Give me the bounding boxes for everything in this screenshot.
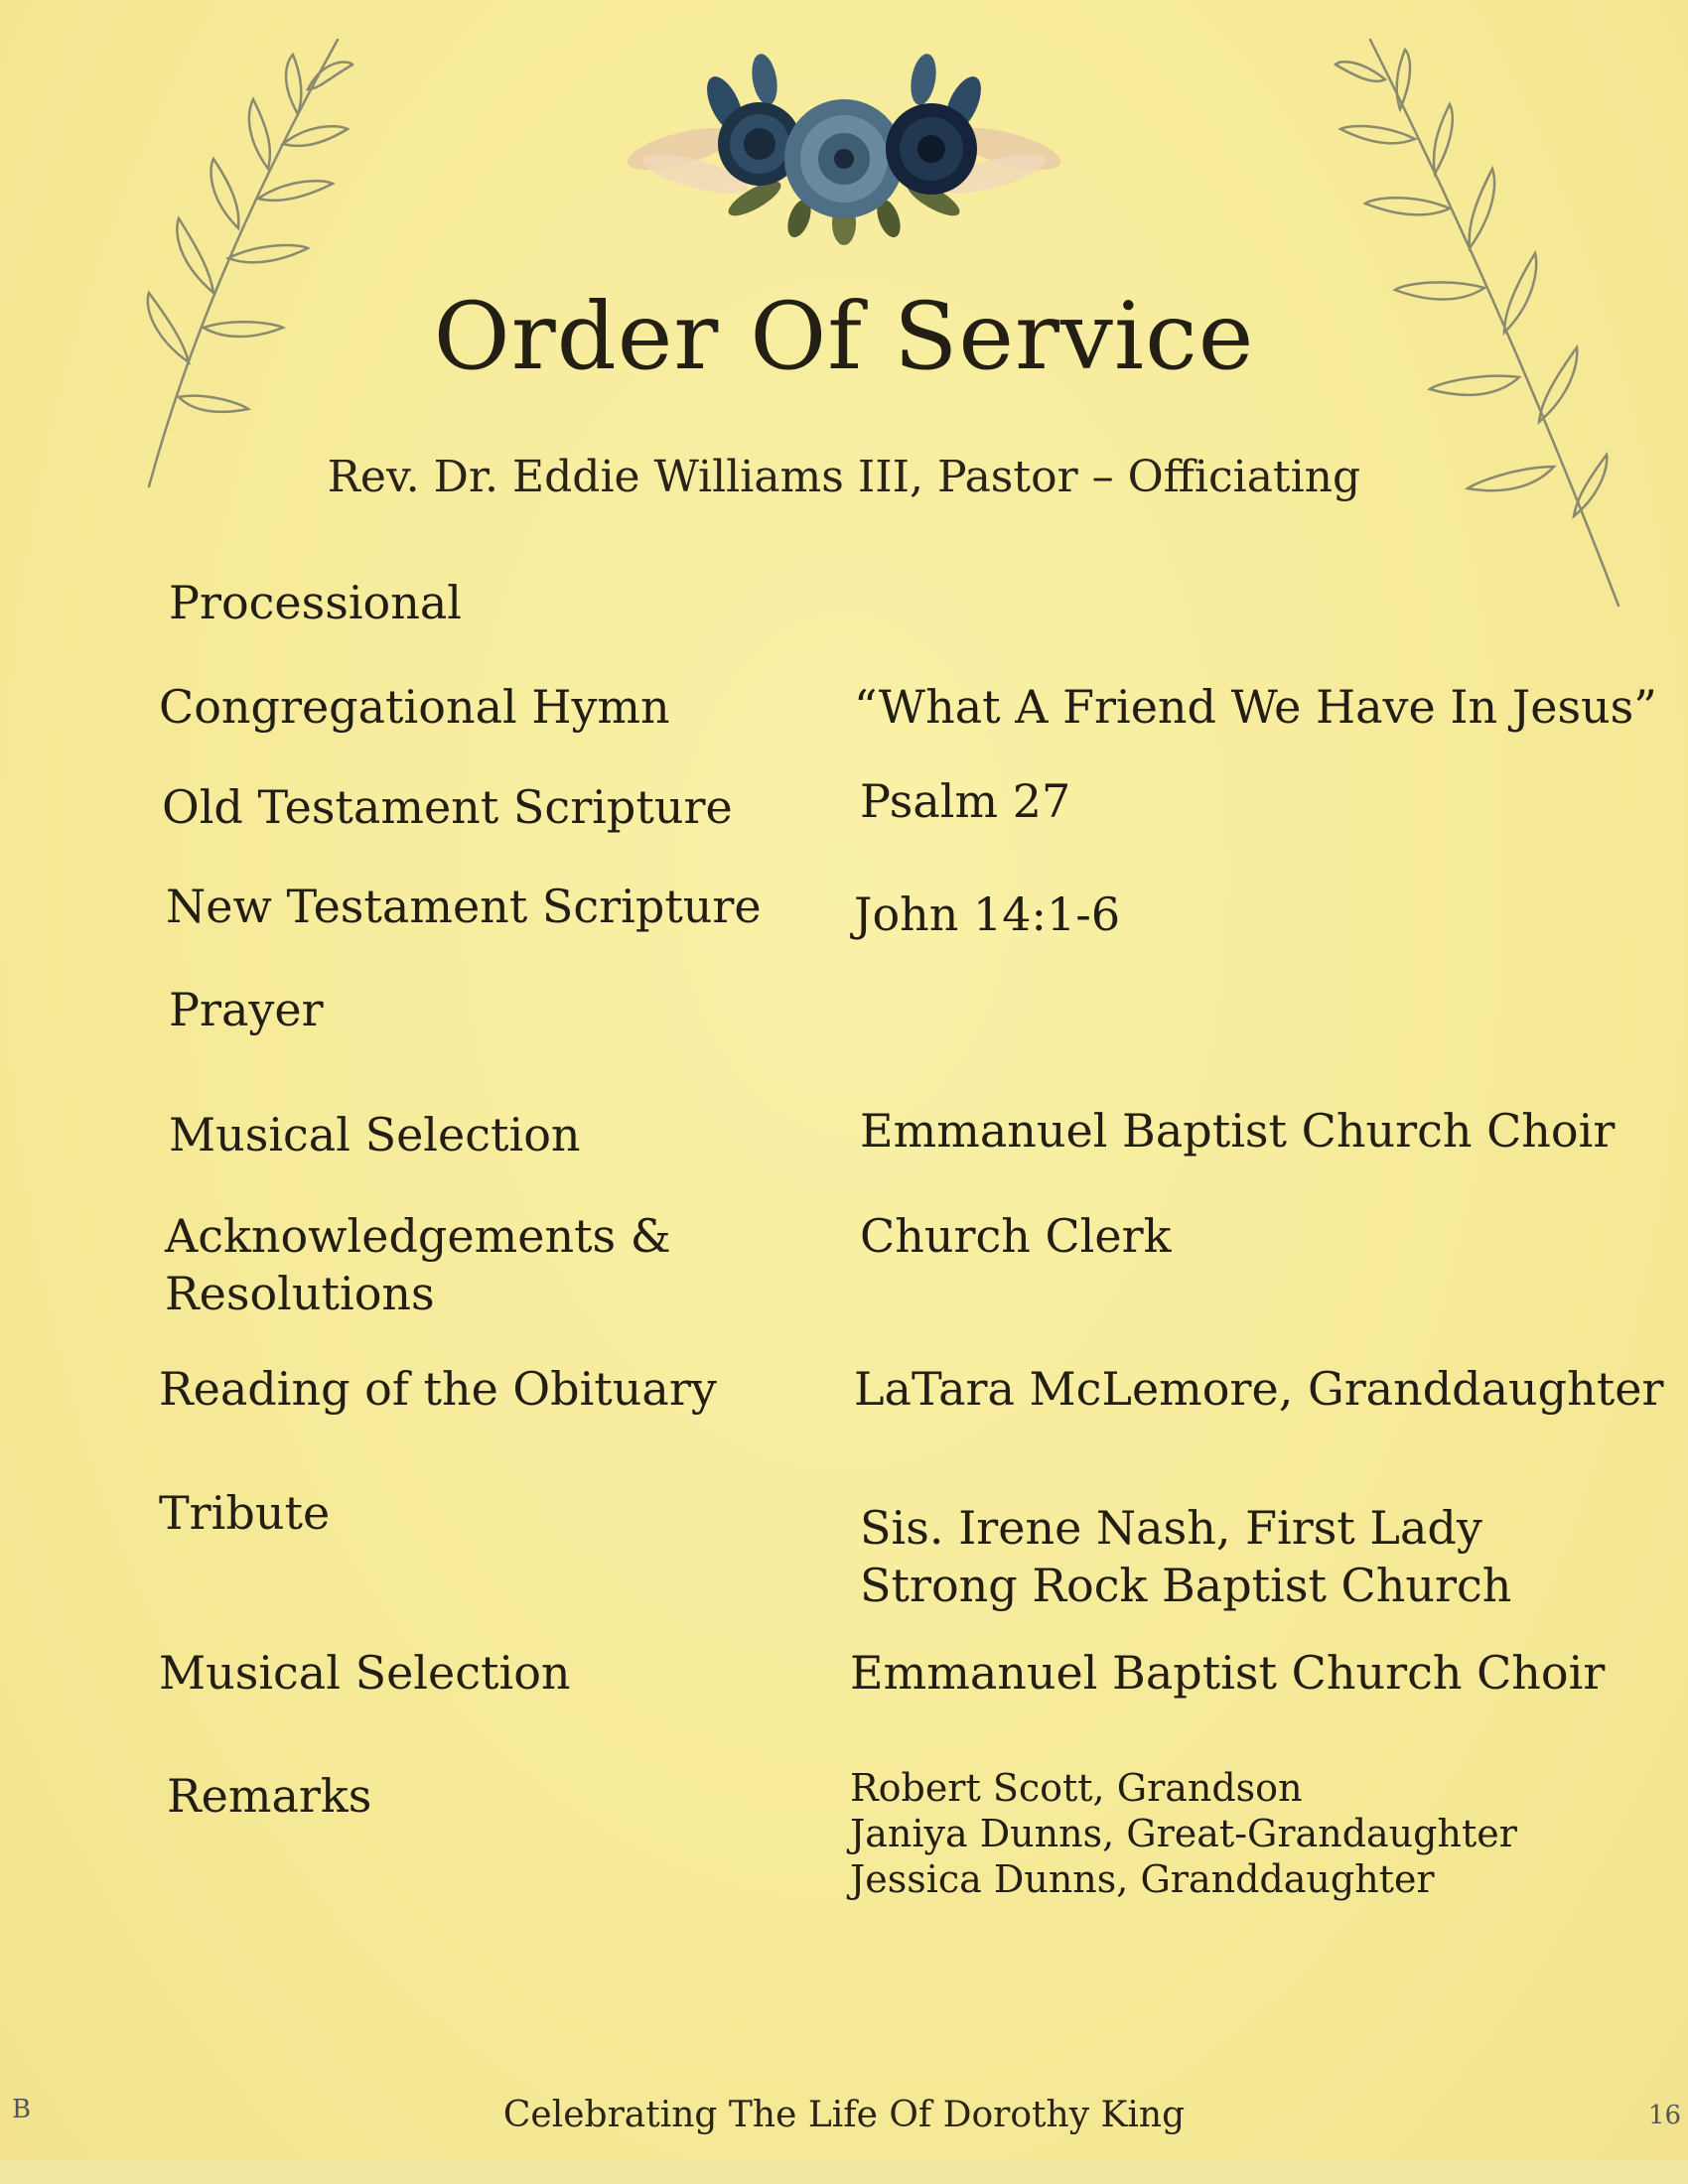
program-value: Jessica Dunns, Granddaughter [850, 1857, 1435, 1901]
margin-mark-right: 16 [1648, 2101, 1682, 2130]
program-label: Remarks [167, 1769, 372, 1823]
margin-mark-left: B [12, 2095, 32, 2124]
officiant-line: Rev. Dr. Eddie Williams III, Pastor – Officiating [327, 452, 1361, 502]
program-value: Strong Rock Baptist Church [860, 1559, 1512, 1612]
program-label: New Testament Scripture [166, 880, 762, 933]
program-value: Emmanuel Baptist Church Choir [850, 1646, 1606, 1700]
program-value: LaTara McLemore, Granddaughter [854, 1362, 1664, 1416]
program-label: Acknowledgements & [165, 1209, 671, 1263]
program-value: Robert Scott, Grandson [850, 1766, 1303, 1810]
page-title: Order Of Service [433, 283, 1255, 391]
program-value: “What A Friend We Have In Jesus” [854, 680, 1657, 734]
paper-edge [0, 2160, 1688, 2184]
floral-bouquet-icon [626, 50, 1062, 248]
program-value: Sis. Irene Nash, First Lady [860, 1501, 1482, 1555]
program-value: Emmanuel Baptist Church Choir [860, 1104, 1616, 1158]
program-label: Processional [169, 576, 463, 629]
footer-caption: Celebrating The Life Of Dorothy King [502, 2095, 1186, 2135]
program-label: Musical Selection [169, 1108, 581, 1161]
program-value: Janiya Dunns, Great-Grandaughter [850, 1812, 1517, 1855]
program-label: Musical Selection [159, 1646, 571, 1700]
program-label: Prayer [169, 983, 324, 1036]
program-value: Psalm 27 [860, 774, 1071, 828]
program-label: Reading of the Obituary [159, 1362, 717, 1416]
program-value: John 14:1-6 [854, 887, 1121, 941]
program-label: Old Testament Scripture [162, 780, 733, 834]
program-label: Tribute [159, 1486, 331, 1540]
program-label: Resolutions [165, 1267, 435, 1320]
leaf-branch-left-icon [109, 20, 367, 496]
program-label: Congregational Hymn [159, 680, 670, 734]
program-value: Church Clerk [860, 1209, 1172, 1263]
